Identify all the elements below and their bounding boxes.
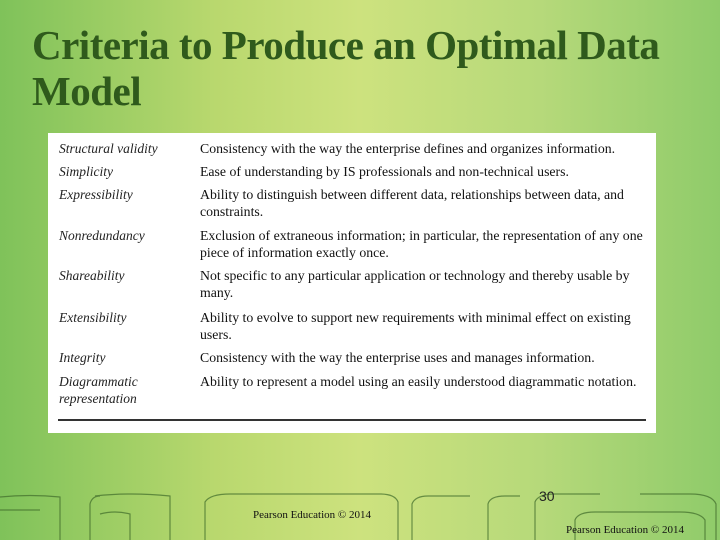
- criterion-definition: Ability to distinguish between different data, relationships between data, and constraints.: [200, 187, 624, 219]
- criterion-term: Simplicity: [59, 164, 113, 179]
- page-number: 30: [539, 488, 555, 504]
- criterion-definition: Consistency with the way the enterprise defines and organizes information.: [200, 141, 616, 156]
- criterion-term: Expressibility: [59, 187, 133, 202]
- criterion-definition: Ability to represent a model using an easily understood diagrammatic notation.: [200, 374, 637, 389]
- footer-copyright: Pearson Education © 2014: [253, 509, 372, 521]
- criterion-term: Diagrammatic representation: [59, 374, 138, 406]
- criterion-term: Extensibility: [59, 310, 127, 325]
- criterion-definition: Consistency with the way the enterprise uses and manages information.: [200, 350, 595, 365]
- footer-copyright-right: Pearson Education © 2014: [566, 524, 685, 536]
- criterion-definition: Exclusion of extraneous information; in particular, the representation of any one piece of information exactly once.: [200, 228, 643, 260]
- table-bottom-rule: [58, 419, 646, 421]
- criterion-term: Shareability: [59, 268, 125, 283]
- slide-title: Criteria to Produce an Optimal Data Model: [32, 22, 660, 114]
- criterion-term: Integrity: [59, 350, 106, 365]
- criterion-definition: Not specific to any particular application or technology and thereby usable by many.: [200, 268, 630, 300]
- criterion-definition: Ability to evolve to support new requirements with minimal effect on existing users.: [200, 310, 631, 342]
- criterion-term: Structural validity: [59, 141, 158, 156]
- criterion-definition: Ease of understanding by IS professionals and non-technical users.: [200, 164, 569, 179]
- criterion-term: Nonredundancy: [59, 228, 145, 243]
- criteria-table: [48, 133, 656, 433]
